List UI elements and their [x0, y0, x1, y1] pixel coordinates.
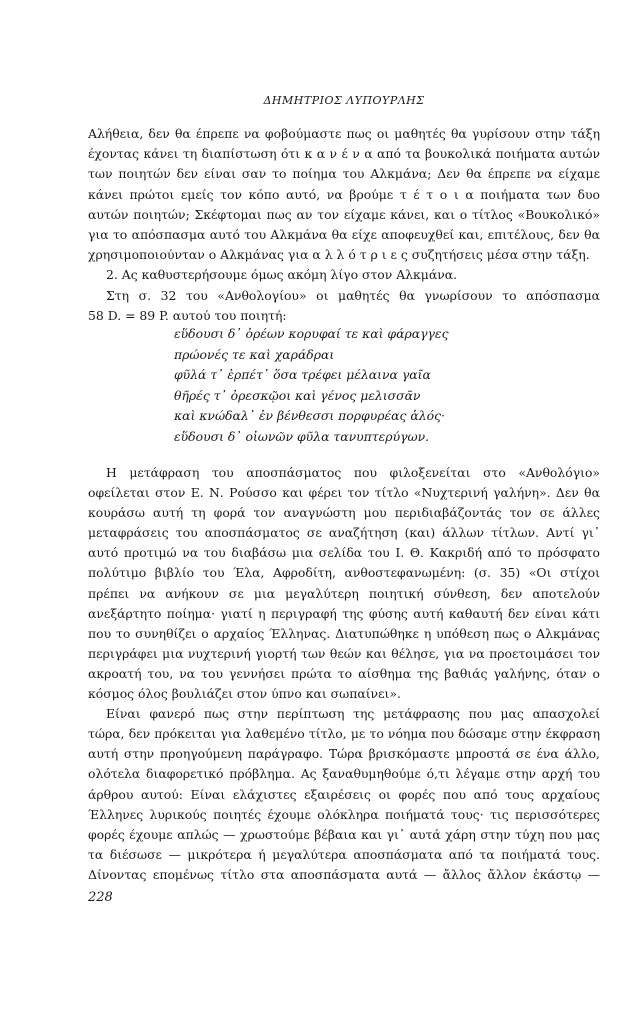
verse-line: φῦλά τ᾽ ἑρπέτ᾽ ὅσα τρέφει μέλαινα γαῖα — [174, 367, 431, 383]
paragraph-4-line: που το συνηθίζει ο αρχαίος Έλληνας. Διατυπώθηκε η υπόθεση πως ο Αλκμάνας — [88, 625, 600, 641]
paragraph-4-line: ανεξάρτητο ποίημα· γιατί η περιγραφή της φύσης αυτή καθαυτή δεν είναι κάτι — [88, 605, 600, 621]
paragraph-1-line: αυτών ποιητών; Σκέφτομαι πως αν τον είχαμε κάνει, και ο τίτλος «Βουκολικό» — [88, 206, 600, 222]
paragraph-4-line: κόσμος όλος βουλιάζει στον ύπνο και σωπαίνει». — [88, 686, 401, 702]
page — [88, 0, 600, 1024]
paragraph-4-line: κουράσω αυτή τη φορά τον αναγνώστη μου περιδιαβάζοντάς τον σε άλλες — [88, 505, 600, 521]
paragraph-4-line: οφείλεται στον Ε. Ν. Ρούσσο και φέρει τον τίτλο «Νυχτερινή γαλήνη». Δεν θα — [88, 485, 600, 501]
paragraph-1-line: των ποιητών δεν είναι σαν το ποίημα του Αλκμάνα; Δεν θα έπρεπε να είχαμε — [88, 166, 600, 182]
paragraph-5-line: Δίνοντας επομένως τίτλο στα αποσπάσματα αυτά — ἄλλος ἄλλον ἑκάστῳ — — [88, 866, 600, 882]
paragraph-1-line: κάνει πρώτοι εμείς τον κόπο αυτό, να βρούμε τ έ τ ο ι α ποιήματα των δυο — [88, 186, 600, 202]
paragraph-5-line: φορές έχουμε απλώς — χρωστούμε βέβαια και γι᾽ αυτά χάρη στην τύχη που μας — [88, 826, 600, 842]
paragraph-5-line: τώρα, δεν πρόκειται για λαθεμένο τίτλο, με το νόημα που δώσαμε στην έκφραση — [88, 726, 600, 742]
verse-line: καὶ κνώδαλ᾽ ἐν βένθεσσι πορφυρέας ἁλός· — [174, 408, 445, 424]
paragraph-5-line: άρθρου αυτού: Είναι ελάχιστες εξαιρέσεις οι φορές που από τους αρχαίους — [88, 786, 600, 802]
paragraph-1-line: έχοντας κάνει τη διαπίστωση ότι κ α ν έ ν α από τα βουκολικά ποιήματα αυτών — [88, 146, 600, 162]
paragraph-4-line: μεταφράσεις του αποσπάσματος σε αναζήτηση (και) άλλων τίτλων. Αντί γι᾽ — [88, 525, 600, 541]
verse-line: θῆρές τ᾽ ὀρεσκῷοι καὶ γένος μελισσᾶν — [174, 387, 421, 403]
paragraph-4-line: ακροατή του, να του γεννήσει πρώτα το αίσθημα της βαθιάς γαλήνης, όταν ο — [88, 665, 600, 681]
paragraph-1-line: για το απόσπασμα αυτό του Αλκμάνα θα είχε αποφευχθεί και, επιτέλους, δεν θα — [88, 227, 600, 243]
paragraph-4-line: περιγράφει μια νυχτερινή γιορτή των θεών και θέλησε, για να προετοιμάσει τον — [88, 645, 600, 661]
paragraph-3-line: 58 D. = 89 P. αυτού του ποιητή: — [88, 307, 287, 323]
paragraph-4-line: Η μετάφραση του αποσπάσματος που φιλοξενείται στο «Ανθολόγιο» — [106, 465, 600, 480]
verse-line: εὕδουσι δ᾽ οἰωνῶν φῦλα τανυπτερύγων. — [174, 428, 430, 444]
paragraph-4-line: αυτό προτιμώ να του διαβάσω μια σελίδα του Ι. Θ. Κακριδή από το πρόσφατο — [88, 545, 600, 561]
paragraph-3-line: Στη σ. 32 του «Ανθολογίου» οι μαθητές θα γνωρίσουν το απόσπασμα — [106, 287, 600, 303]
paragraph-4-line: πρέπει να ανήκουν σε μια μεγαλύτερη ποιητική σύνθεση, δεν αποτελούν — [88, 585, 600, 601]
paragraph-5-line: Έλληνες λυρικούς ποιητές έχουμε ολόκληρα ποιήματά τους· τις περισσότερες — [88, 806, 600, 822]
running-head: ΔΗΜΗΤΡΙΟΣ ΛΥΠΟΥΡΛΗΣ — [263, 94, 425, 107]
paragraph-5-line: ολότελα διαφορετικό πρόβλημα. Ας ξαναθυμηθούμε ό,τι λέγαμε στην αρχή του — [88, 766, 600, 782]
body-text-top — [88, 124, 600, 326]
verse-line: πρώονές τε καὶ χαράδραι — [174, 346, 335, 362]
verse-quotation — [174, 324, 449, 448]
paragraph-2-line: 2. Ας καθυστερήσουμε όμως ακόμη λίγο στον Αλκμάνα. — [106, 267, 458, 283]
body-text-bottom — [88, 463, 600, 885]
paragraph-5-line: τα διέσωσε — μικρότερα ή μεγαλύτερα αποσπάσματα από τα ποιήματά τους. — [88, 846, 600, 862]
paragraph-1-line: Αλήθεια, δεν θα έπρεπε να φοβούμαστε πως οι μαθητές θα γυρίσουν στην τάξη — [88, 126, 600, 141]
paragraph-5-line: Είναι φανερό πως στην περίπτωση της μετάφρασης που μας απασχολεί — [106, 706, 600, 722]
paragraph-1-line: χρησιμοποιούνταν ο Αλκμάνας για α λ λ ό τ ρ ι ε ς συζητήσεις μέσα στην τάξη. — [88, 247, 590, 263]
page-number: 228 — [88, 890, 113, 905]
paragraph-4-line: πολύτιμο βιβλίο του Έλα, Αφροδίτη, ανθοστεφανωμένη: (σ. 35) «Οι στίχοι — [88, 565, 600, 581]
paragraph-5-line: αυτή στην προηγούμενη παράγραφο. Τώρα βρισκόμαστε μπροστά σε ένα άλλο, — [88, 746, 600, 762]
verse-line: εὕδουσι δ᾽ ὀρέων κορυφαί τε καὶ φάραγγες — [174, 326, 449, 341]
